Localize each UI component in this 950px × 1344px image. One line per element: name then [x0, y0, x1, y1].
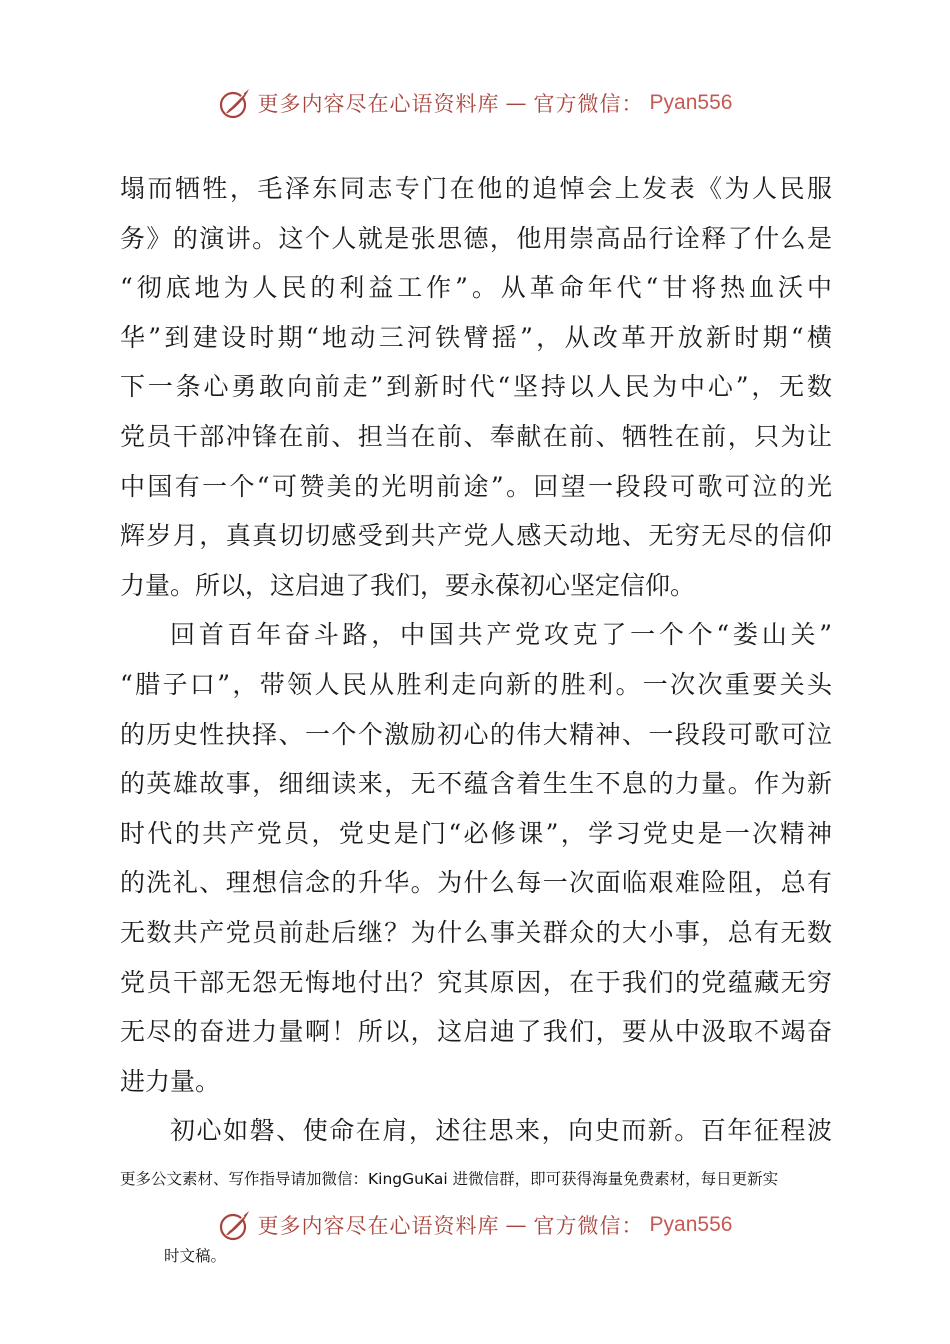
text-line: 中国有一个“可赞美的光明前途”。回望一段段可歌可泣的光 [120, 471, 832, 501]
watermark-separator: — [505, 91, 528, 115]
watermark-brand: 更多内容尽在心语资料库 [257, 92, 500, 116]
paragraph-3 [120, 1106, 832, 1156]
text-line: 无数共产党员前赴后继？为什么事关群众的大小事，总有无数 [120, 917, 832, 947]
text-line: 塌而牺牲，毛泽东同志专门在他的追悼会上发表《为人民服 [120, 174, 832, 203]
paragraph-1 [120, 164, 832, 610]
header-watermark [0, 86, 950, 120]
watermark-wechat-id: Pyan556 [649, 91, 733, 114]
feather-pen-seal-icon [218, 86, 252, 120]
text-line: 时代的共产党员，党史是门“必修课”，学习党史是一次精神 [120, 818, 832, 848]
footer-tail: 时文稿。 [164, 1247, 227, 1265]
text-line: 华”到建设时期“地动三河铁臂摇”，从改革开放新时期“横 [120, 322, 832, 352]
text-line: “彻底地为人民的利益工作”。从革命年代“甘将热血沃中 [120, 273, 832, 303]
paragraph-2 [120, 610, 832, 1106]
text-line: 的历史性抉择、一个个激励初心的伟大精神、一段段可歌可泣 [120, 719, 832, 749]
footer-note: 更多公文素材、写作指导请加微信：KingGuKai 进微信群，即可获得海量免费素材，每日更新实 [120, 1170, 779, 1188]
watermark-brand: 更多内容尽在心语资料库 [257, 1214, 500, 1238]
text-line: 党员干部无怨无悔地付出？究其原因，在于我们的党蕴藏无穷 [120, 967, 832, 997]
text-line: “腊子口”，带领人民从胜利走向新的胜利。一次次重要关头 [120, 669, 832, 699]
footer-watermark [0, 1208, 950, 1242]
document-body [120, 164, 832, 1156]
text-line: 进力量。 [120, 1066, 221, 1096]
text-line: 的洗礼、理想信念的升华。为什么每一次面临艰难险阻，总有 [120, 868, 832, 898]
text-line: 辉岁月，真真切切感受到共产党人感天动地、无穷无尽的信仰 [120, 521, 832, 551]
text-line: 回首百年奋斗路，中国共产党攻克了一个个“娄山关” [170, 620, 832, 650]
text-line: 力量。所以，这启迪了我们，要永葆初心坚定信仰。 [120, 570, 696, 600]
text-line: 党员干部冲锋在前、担当在前、奉献在前、牺牲在前，只为让 [120, 421, 832, 451]
feather-pen-seal-icon [218, 1208, 252, 1242]
watermark-separator: — [505, 1213, 528, 1237]
watermark-label: 官方微信： [533, 1214, 644, 1238]
text-line: 初心如磐、使命在肩，述往思来，向史而新。百年征程波 [170, 1116, 832, 1146]
watermark-label: 官方微信： [533, 92, 644, 116]
text-line: 无尽的奋进力量啊！所以，这启迪了我们，要从中汲取不竭奋 [120, 1017, 832, 1047]
watermark-wechat-id: Pyan556 [649, 1213, 733, 1236]
text-line: 的英雄故事，细细读来，无不蕴含着生生不息的力量。作为新 [120, 769, 832, 799]
text-line: 务》的演讲。这个人就是张思德，他用崇高品行诠释了什么是 [120, 223, 832, 253]
text-line: 下一条心勇敢向前走”到新时代“坚持以人民为中心”，无数 [120, 372, 832, 402]
